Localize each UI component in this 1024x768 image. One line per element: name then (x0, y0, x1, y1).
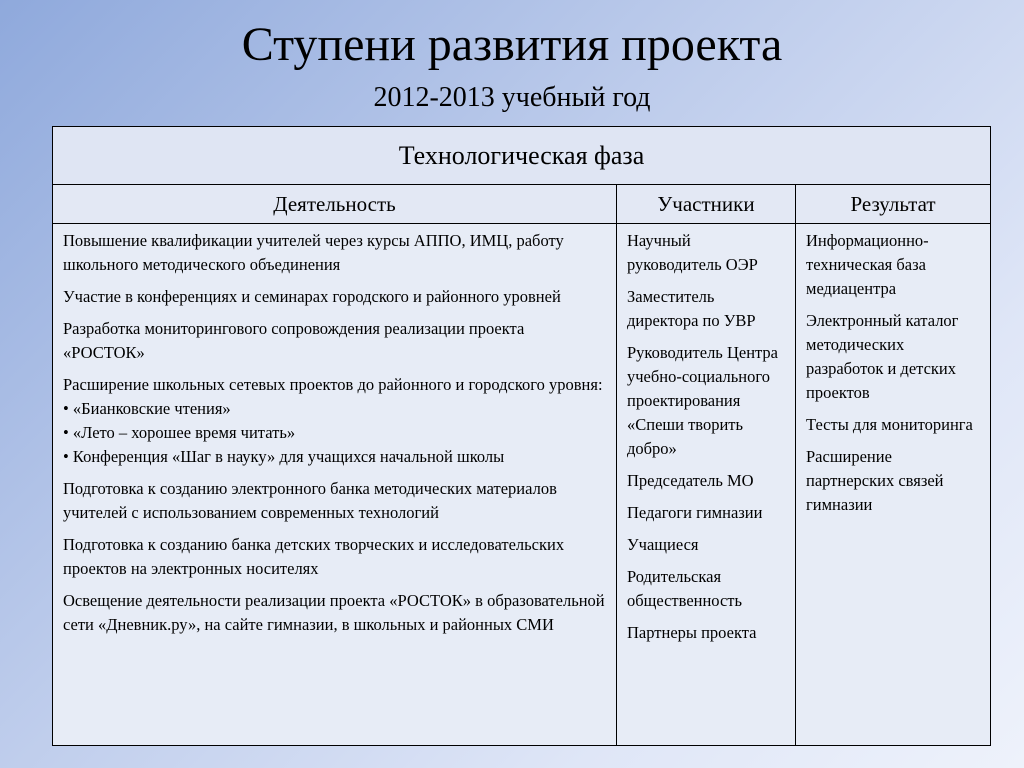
header-result: Результат (796, 185, 991, 224)
network-project-item: • «Бианковские чтения» (63, 399, 231, 418)
results-cell (796, 224, 991, 746)
participant-item: Учащиеся (627, 535, 699, 554)
slide-title: Ступени развития проекта (241, 18, 783, 71)
network-project-item: • Конференция «Шаг в науку» для учащихся начальной школы (63, 447, 505, 466)
participant-item: Партнеры проекта (627, 623, 757, 642)
participant-item: Руководитель Центра учебно-социального проектирования «Спеши творить добро» (627, 343, 779, 458)
result-item: Информационно-техническая база медиацентра (806, 231, 929, 298)
participants-cell (617, 224, 796, 746)
network-projects-list (63, 397, 606, 469)
activity-item: Расширение школьных сетевых проектов до районного и городского уровня: (63, 375, 603, 394)
participant-item: Родительская общественность (627, 567, 743, 610)
activity-item: Подготовка к созданию банка детских творческих и исследовательских проектов на электронных носителях (63, 535, 565, 578)
activity-item: Подготовка к созданию электронного банка методических материалов учителей с использованием современных технологий (63, 479, 557, 522)
participant-item: Научный руководитель ОЭР (627, 231, 758, 274)
result-item: Расширение партнерских связей гимназии (806, 447, 944, 514)
header-participants: Участники (617, 185, 796, 224)
slide-subtitle: 2012-2013 учебный год (373, 82, 651, 113)
phase-row (53, 127, 991, 185)
activity-item: Повышение квалификации учителей через курсы АППО, ИМЦ, работу школьного методического объединения (63, 231, 564, 274)
result-item: Электронный каталог методических разработок и детских проектов (806, 311, 959, 402)
participant-item: Председатель МО (627, 471, 754, 490)
activity-item: Освещение деятельности реализации проекта «РОСТОК» в образовательной сети «Дневник.ру», на сайте гимназии, в школьных и районных СМИ (63, 591, 605, 634)
activity-item: Участие в конференциях и семинарах городского и районного уровней (63, 287, 561, 306)
result-item: Тесты для мониторинга (806, 415, 973, 434)
activity-cell (53, 224, 617, 746)
network-project-item: • «Лето – хорошее время читать» (63, 423, 296, 442)
header-row (53, 185, 991, 224)
project-stages-table (52, 126, 991, 746)
phase-title: Технологическая фаза (53, 127, 991, 185)
participant-item: Педагоги гимназии (627, 503, 763, 522)
activity-item: Разработка мониторингового сопровождения реализации проекта «РОСТОК» (63, 319, 525, 362)
header-activity: Деятельность (53, 185, 617, 224)
body-row (53, 224, 991, 746)
participant-item: Заместитель директора по УВР (627, 287, 756, 330)
